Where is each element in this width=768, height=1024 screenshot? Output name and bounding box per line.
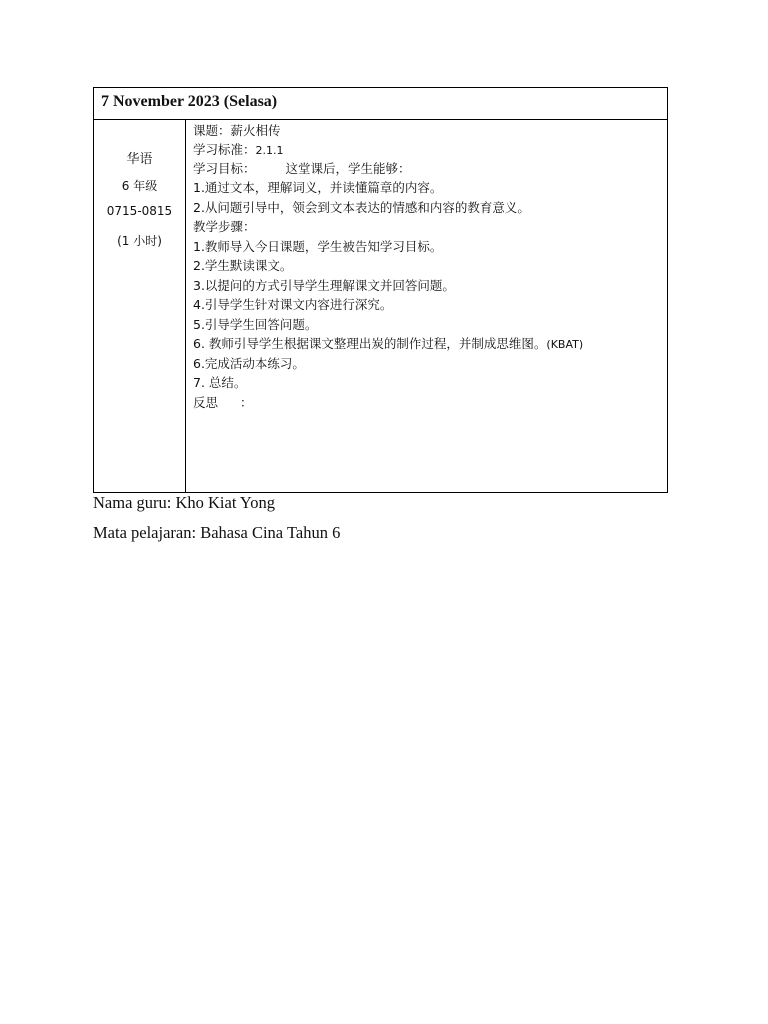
- reflection-line: [193, 393, 253, 412]
- topic-line: [193, 121, 281, 140]
- teacher-name: Nama guru: Kho Kiat Yong: [93, 493, 275, 512]
- step-item-kbat: [193, 334, 583, 354]
- grade-label: 6 年级: [121, 179, 158, 193]
- objective-item: 2.从问题引导中，领会到文本表达的情感和内容的教育意义。: [193, 200, 530, 215]
- standard-label: 学习标准：: [193, 142, 256, 157]
- step-item: 2.学生默读课文。: [193, 258, 293, 273]
- duration-label: (1 小时): [117, 234, 162, 248]
- time-label: 0715-0815: [106, 204, 173, 218]
- kbat-tag: (KBAT): [546, 338, 584, 351]
- objective-label: 学习目标：: [193, 161, 256, 176]
- step-item: 5.引导学生回答问题。: [193, 317, 318, 332]
- topic-label: 课题：: [193, 123, 231, 138]
- lesson-content-cell: [186, 120, 667, 492]
- objective-item: 1.通过文本，理解词义，并读懂篇章的内容。: [193, 180, 443, 195]
- standard-value: 2.1.1: [255, 144, 284, 157]
- objective-line: [193, 159, 411, 178]
- step-item: 7. 总结。: [193, 375, 247, 390]
- subject-name: Mata pelajaran: Bahasa Cina Tahun 6: [93, 523, 341, 542]
- date-header: 7 November 2023 (Selasa): [94, 88, 667, 120]
- step-item: 4.引导学生针对课文内容进行深究。: [193, 297, 393, 312]
- reflection-colon: ：: [240, 395, 253, 410]
- step-item: 6.完成活动本练习。: [193, 356, 305, 371]
- step-item: 3.以提问的方式引导学生理解课文并回答问题。: [193, 278, 455, 293]
- topic-value: 薪火相传: [230, 123, 281, 138]
- reflection-label: 反思: [193, 395, 219, 410]
- step-item: 1.教师导入今日课题，学生被告知学习目标。: [193, 239, 443, 254]
- standard-line: [193, 140, 284, 160]
- steps-label: 教学步骤：: [193, 219, 256, 234]
- lesson-info-cell: [94, 120, 186, 492]
- step-text: 6. 教师引导学生根据课文整理出炭的制作过程，并制成思维图。: [193, 336, 547, 351]
- subject-label: 华语: [126, 152, 153, 167]
- lesson-plan-table: [93, 87, 668, 493]
- objective-intro: 这堂课后，学生能够：: [285, 161, 411, 176]
